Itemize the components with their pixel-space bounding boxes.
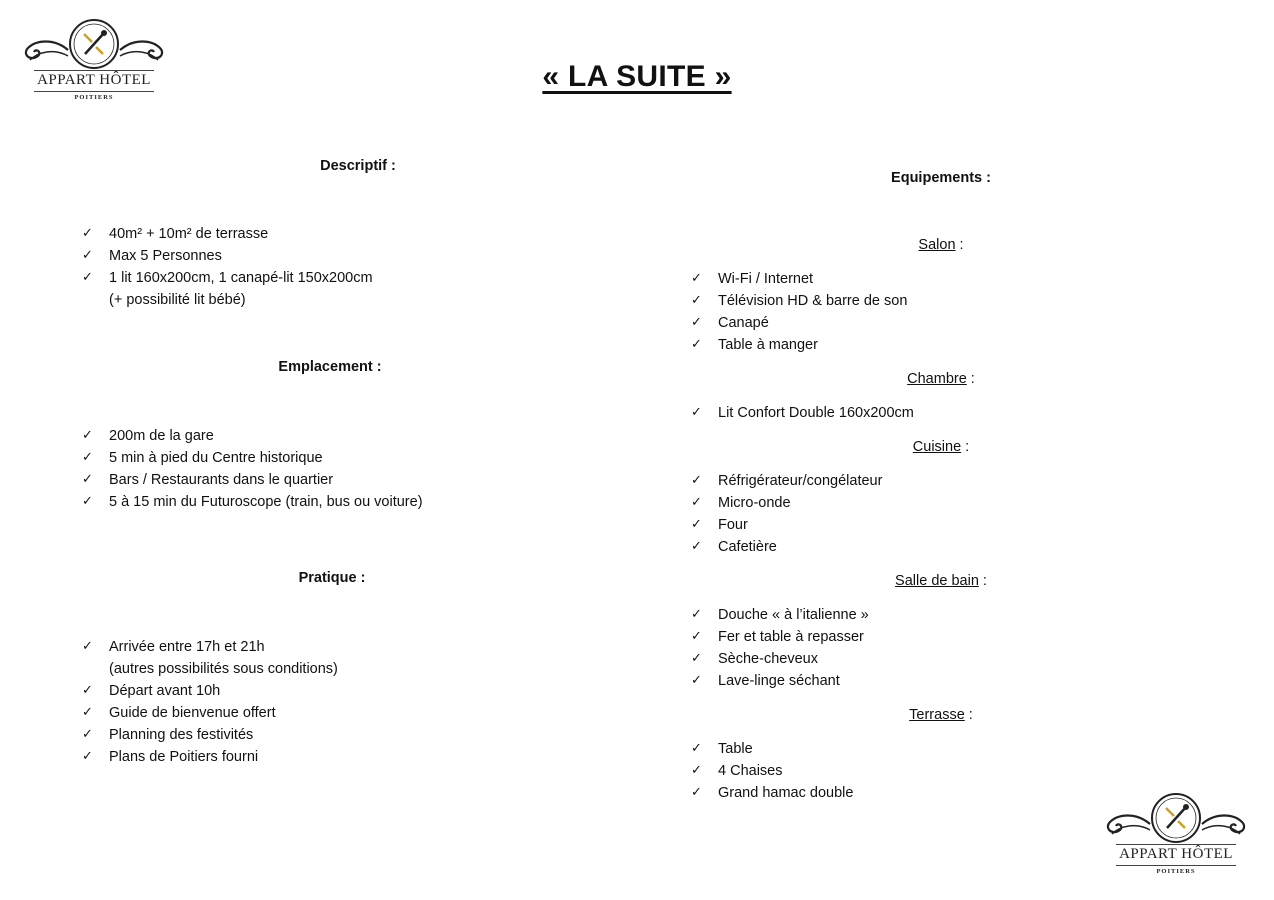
- list-salle-de-bain: [691, 604, 869, 692]
- logo-name: APPART HÔTEL: [1119, 846, 1233, 862]
- check-icon: ✓: [82, 270, 93, 285]
- list-item-note: (+ possibilité lit bébé): [109, 292, 246, 308]
- list-terrasse: [691, 738, 853, 804]
- check-icon: ✓: [82, 248, 93, 263]
- list-item-note: (autres possibilités sous conditions): [109, 661, 338, 677]
- logo-bottom: [1096, 788, 1256, 884]
- check-icon: ✓: [691, 271, 702, 286]
- check-icon: ✓: [691, 741, 702, 756]
- list-descriptif: [82, 223, 373, 311]
- list-chambre: [691, 402, 914, 424]
- list-cuisine: [691, 470, 882, 558]
- subheading-chambre: Chambre :: [907, 371, 975, 387]
- list-item: ✓ Départ avant 10h: [82, 680, 338, 702]
- check-icon: ✓: [691, 763, 702, 778]
- list-item: ✓ Sèche-cheveux: [691, 648, 869, 670]
- check-icon: ✓: [691, 405, 702, 420]
- list-item: ✓ 5 min à pied du Centre historique: [82, 447, 423, 469]
- list-item: ✓ Bars / Restaurants dans le quartier: [82, 469, 423, 491]
- list-item: ✓ Planning des festivités: [82, 724, 338, 746]
- check-icon: ✓: [691, 629, 702, 644]
- list-item: ✓ Wi-Fi / Internet: [691, 268, 907, 290]
- check-icon: ✓: [82, 639, 93, 654]
- check-icon: ✓: [691, 315, 702, 330]
- heading-descriptif: Descriptif :: [320, 158, 396, 174]
- check-icon: ✓: [691, 607, 702, 622]
- subheading-salle-de-bain: Salle de bain :: [895, 573, 987, 589]
- check-icon: ✓: [691, 495, 702, 510]
- list-item: ✓ Guide de bienvenue offert: [82, 702, 338, 724]
- list-emplacement: [82, 425, 423, 513]
- check-icon: ✓: [82, 450, 93, 465]
- list-item: ✓ Douche « à l’italienne »: [691, 604, 869, 626]
- list-item: ✓ Cafetière: [691, 536, 882, 558]
- logo-city: POITIERS: [1156, 868, 1196, 875]
- list-salon: [691, 268, 907, 356]
- list-item: ✓ Canapé: [691, 312, 907, 334]
- check-icon: ✓: [82, 727, 93, 742]
- list-item: ✓ Table: [691, 738, 853, 760]
- list-item: ✓ Micro-onde: [691, 492, 882, 514]
- check-icon: ✓: [82, 749, 93, 764]
- subheading-terrasse: Terrasse :: [909, 707, 973, 723]
- list-item: ✓ Lit Confort Double 160x200cm: [691, 402, 914, 424]
- check-icon: ✓: [691, 785, 702, 800]
- list-item: ✓ Max 5 Personnes: [82, 245, 373, 267]
- check-icon: ✓: [691, 293, 702, 308]
- list-item: ✓ Lave-linge séchant: [691, 670, 869, 692]
- check-icon: ✓: [691, 539, 702, 554]
- list-item: ✓ Table à manger: [691, 334, 907, 356]
- check-icon: ✓: [82, 705, 93, 720]
- list-item: ✓ 1 lit 160x200cm, 1 canapé-lit 150x200cm: [82, 267, 373, 289]
- list-item: ✓ 5 à 15 min du Futuroscope (train, bus ou voiture): [82, 491, 423, 513]
- check-icon: ✓: [82, 226, 93, 241]
- check-icon: ✓: [691, 673, 702, 688]
- list-item: ✓ Télévision HD & barre de son: [691, 290, 907, 312]
- list-item: ✓ Plans de Poitiers fourni: [82, 746, 338, 768]
- check-icon: ✓: [691, 651, 702, 666]
- check-icon: ✓: [691, 517, 702, 532]
- list-pratique: [82, 636, 338, 768]
- check-icon: ✓: [82, 428, 93, 443]
- list-item: ✓ Four: [691, 514, 882, 536]
- check-icon: ✓: [82, 683, 93, 698]
- check-icon: ✓: [82, 494, 93, 509]
- list-item: ✓ Réfrigérateur/congélateur: [691, 470, 882, 492]
- subheading-cuisine: Cuisine :: [912, 439, 970, 455]
- list-item: ✓ 200m de la gare: [82, 425, 423, 447]
- list-item: ✓ Fer et table à repasser: [691, 626, 869, 648]
- list-item: ✓ Grand hamac double: [691, 782, 853, 804]
- heading-emplacement: Emplacement :: [278, 359, 382, 375]
- check-icon: ✓: [691, 337, 702, 352]
- subheading-salon: Salon :: [918, 237, 964, 253]
- list-item: ✓ Arrivée entre 17h et 21h: [82, 636, 338, 658]
- check-icon: ✓: [691, 473, 702, 488]
- logo-city: POITIERS: [74, 94, 114, 101]
- list-item: ✓ 40m² + 10m² de terrasse: [82, 223, 373, 245]
- list-item: ✓ 4 Chaises: [691, 760, 853, 782]
- heading-pratique: Pratique :: [298, 570, 366, 586]
- page-title: « LA SUITE »: [542, 60, 732, 93]
- logo-name: APPART HÔTEL: [37, 72, 151, 88]
- heading-equipements: Equipements :: [891, 170, 991, 186]
- check-icon: ✓: [82, 472, 93, 487]
